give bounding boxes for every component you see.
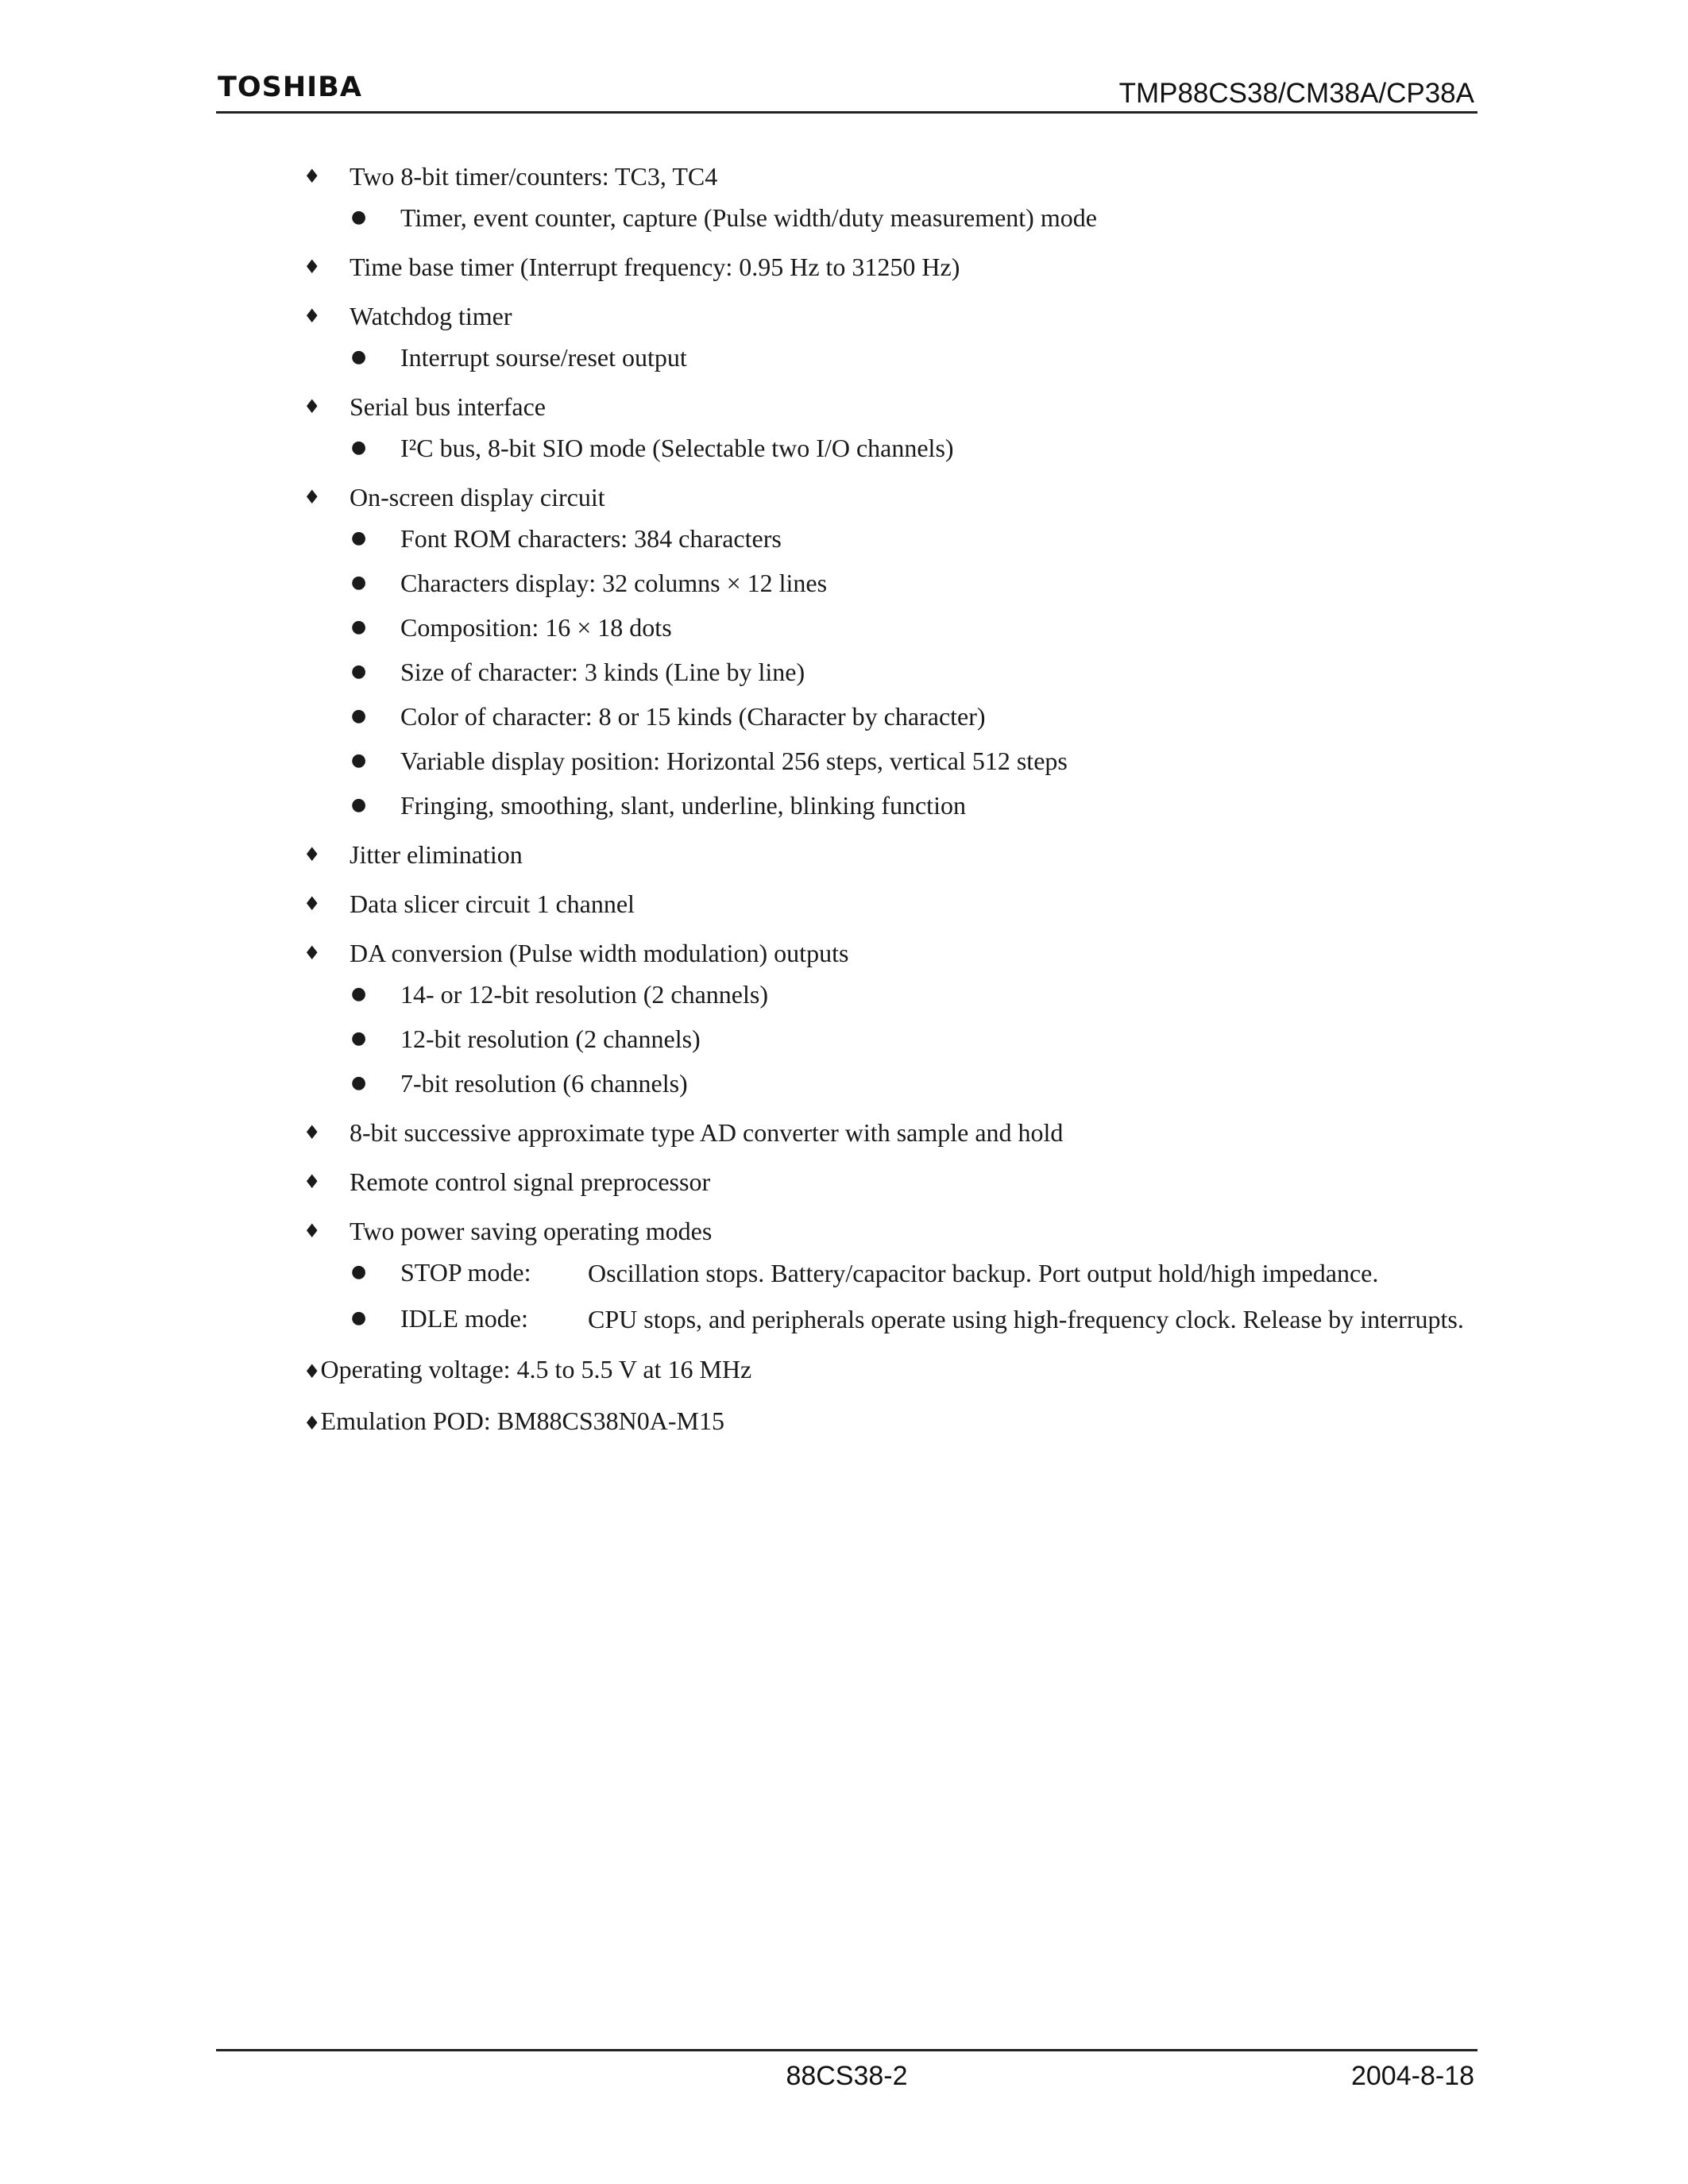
extra-text: Operating voltage: 4.5 to 5.5 V at 16 MHz xyxy=(320,1355,752,1383)
feature-text: Watchdog timer xyxy=(350,302,512,330)
diamond-bullet-icon: ♦ xyxy=(303,1171,321,1193)
extra-item xyxy=(216,1352,1479,1389)
dot-bullet-icon: ● xyxy=(351,706,367,726)
dot-bullet-icon: ● xyxy=(351,751,367,770)
feature-item xyxy=(216,159,1479,194)
feature-item xyxy=(216,299,1479,334)
sub-feature-text: Fringing, smoothing, slant, underline, blinking function xyxy=(400,791,966,820)
dot-bullet-icon: ● xyxy=(351,984,367,1004)
feature-text: Two 8-bit timer/counters: TC3, TC4 xyxy=(350,162,718,191)
document-date: 2004-8-18 xyxy=(1350,2061,1474,2091)
power-mode-item xyxy=(216,1301,1479,1337)
sub-feature-text: Size of character: 3 kinds (Line by line) xyxy=(400,658,805,686)
feature-text: Time base timer (Interrupt frequency: 0.95 Hz to 31250 Hz) xyxy=(350,253,960,281)
sub-feature-text: Timer, event counter, capture (Pulse width/duty measurement) mode xyxy=(400,203,1097,232)
sub-feature-text: Variable display position: Horizontal 256 steps, vertical 512 steps xyxy=(400,747,1068,775)
feature-item xyxy=(216,249,1479,284)
diamond-bullet-icon: ♦ xyxy=(303,396,321,418)
dot-bullet-icon: ● xyxy=(351,573,367,592)
feature-item xyxy=(216,1115,1479,1150)
sub-feature-item xyxy=(216,654,1479,689)
feature-item xyxy=(216,837,1479,872)
sub-feature-item xyxy=(216,200,1479,235)
diamond-bullet-icon: ♦ xyxy=(303,843,321,866)
sub-feature-item xyxy=(216,521,1479,556)
sub-feature-item xyxy=(216,565,1479,600)
feature-text: DA conversion (Pulse width modulation) outputs xyxy=(350,939,849,967)
diamond-bullet-icon: ♦ xyxy=(303,486,321,508)
feature-item xyxy=(216,1164,1479,1199)
sub-feature-item xyxy=(216,977,1479,1012)
feature-item xyxy=(216,936,1479,970)
feature-text: Jitter elimination xyxy=(350,840,523,869)
feature-item xyxy=(216,886,1479,921)
sub-feature-text: Characters display: 32 columns × 12 lines xyxy=(400,569,828,597)
part-number: TMP88CS38/CM38A/CP38A xyxy=(1118,78,1474,109)
toshiba-logo: TOSHIBA xyxy=(218,71,362,103)
feature-text: Serial bus interface xyxy=(350,392,546,421)
power-mode-label: IDLE mode: xyxy=(400,1304,528,1333)
sub-feature-item xyxy=(216,430,1479,465)
sub-feature-text: 7-bit resolution (6 channels) xyxy=(400,1069,688,1098)
dot-bullet-icon: ● xyxy=(351,528,367,548)
sub-feature-item xyxy=(216,743,1479,778)
feature-text: On-screen display circuit xyxy=(350,483,605,511)
sub-feature-text: Font ROM characters: 384 characters xyxy=(400,524,782,553)
power-mode-desc: Oscillation stops. Battery/capacitor backup. Port output hold/high impedance. xyxy=(588,1259,1379,1287)
sub-feature-item xyxy=(216,1021,1479,1056)
feature-text: Data slicer circuit 1 channel xyxy=(350,889,635,918)
sub-feature-item xyxy=(216,610,1479,645)
sub-feature-item xyxy=(216,1066,1479,1101)
feature-list xyxy=(216,159,1479,1441)
sub-feature-text: Color of character: 8 or 15 kinds (Character by character) xyxy=(400,702,986,731)
dot-bullet-icon: ● xyxy=(351,438,367,457)
dot-bullet-icon: ● xyxy=(351,1308,367,1328)
page-number: 88CS38-2 xyxy=(786,2061,908,2091)
sub-feature-item xyxy=(216,788,1479,823)
dot-bullet-icon: ● xyxy=(351,1073,367,1093)
feature-text: Remote control signal preprocessor xyxy=(350,1167,711,1196)
page-header xyxy=(216,68,1477,114)
dot-bullet-icon: ● xyxy=(351,1028,367,1048)
sub-feature-text: 14- or 12-bit resolution (2 channels) xyxy=(400,980,768,1009)
diamond-bullet-icon: ♦ xyxy=(303,305,321,327)
feature-item xyxy=(216,480,1479,515)
feature-item xyxy=(216,1214,1479,1248)
diamond-bullet-icon: ♦ xyxy=(303,893,321,915)
extra-item xyxy=(216,1403,1479,1441)
diamond-bullet-icon: ♦ xyxy=(303,1360,321,1383)
dot-bullet-icon: ● xyxy=(351,347,367,367)
diamond-bullet-icon: ♦ xyxy=(303,256,321,278)
diamond-bullet-icon: ♦ xyxy=(303,1412,321,1434)
dot-bullet-icon: ● xyxy=(351,207,367,227)
sub-feature-text: 12-bit resolution (2 channels) xyxy=(400,1024,701,1053)
sub-feature-text: Composition: 16 × 18 dots xyxy=(400,613,672,642)
power-mode-item xyxy=(216,1255,1479,1291)
dot-bullet-icon: ● xyxy=(351,617,367,637)
dot-bullet-icon: ● xyxy=(351,1262,367,1282)
page-footer xyxy=(216,2049,1477,2099)
sub-feature-item xyxy=(216,699,1479,734)
diamond-bullet-icon: ♦ xyxy=(303,1220,321,1242)
sub-feature-text: I²C bus, 8-bit SIO mode (Selectable two I/O channels) xyxy=(400,434,954,462)
feature-text: 8-bit successive approximate type AD converter with sample and hold xyxy=(350,1118,1064,1147)
feature-text: Two power saving operating modes xyxy=(350,1217,713,1245)
extra-text: Emulation POD: BM88CS38N0A-M15 xyxy=(320,1406,724,1435)
sub-feature-item xyxy=(216,340,1479,375)
diamond-bullet-icon: ♦ xyxy=(303,1121,321,1144)
dot-bullet-icon: ● xyxy=(351,795,367,815)
feature-item xyxy=(216,389,1479,424)
diamond-bullet-icon: ♦ xyxy=(303,165,321,187)
power-mode-label: STOP mode: xyxy=(400,1258,531,1287)
power-mode-desc: CPU stops, and peripherals operate using high-frequency clock. Release by interrupts. xyxy=(588,1305,1464,1333)
diamond-bullet-icon: ♦ xyxy=(303,942,321,964)
sub-feature-text: Interrupt sourse/reset output xyxy=(400,343,687,372)
dot-bullet-icon: ● xyxy=(351,662,367,681)
